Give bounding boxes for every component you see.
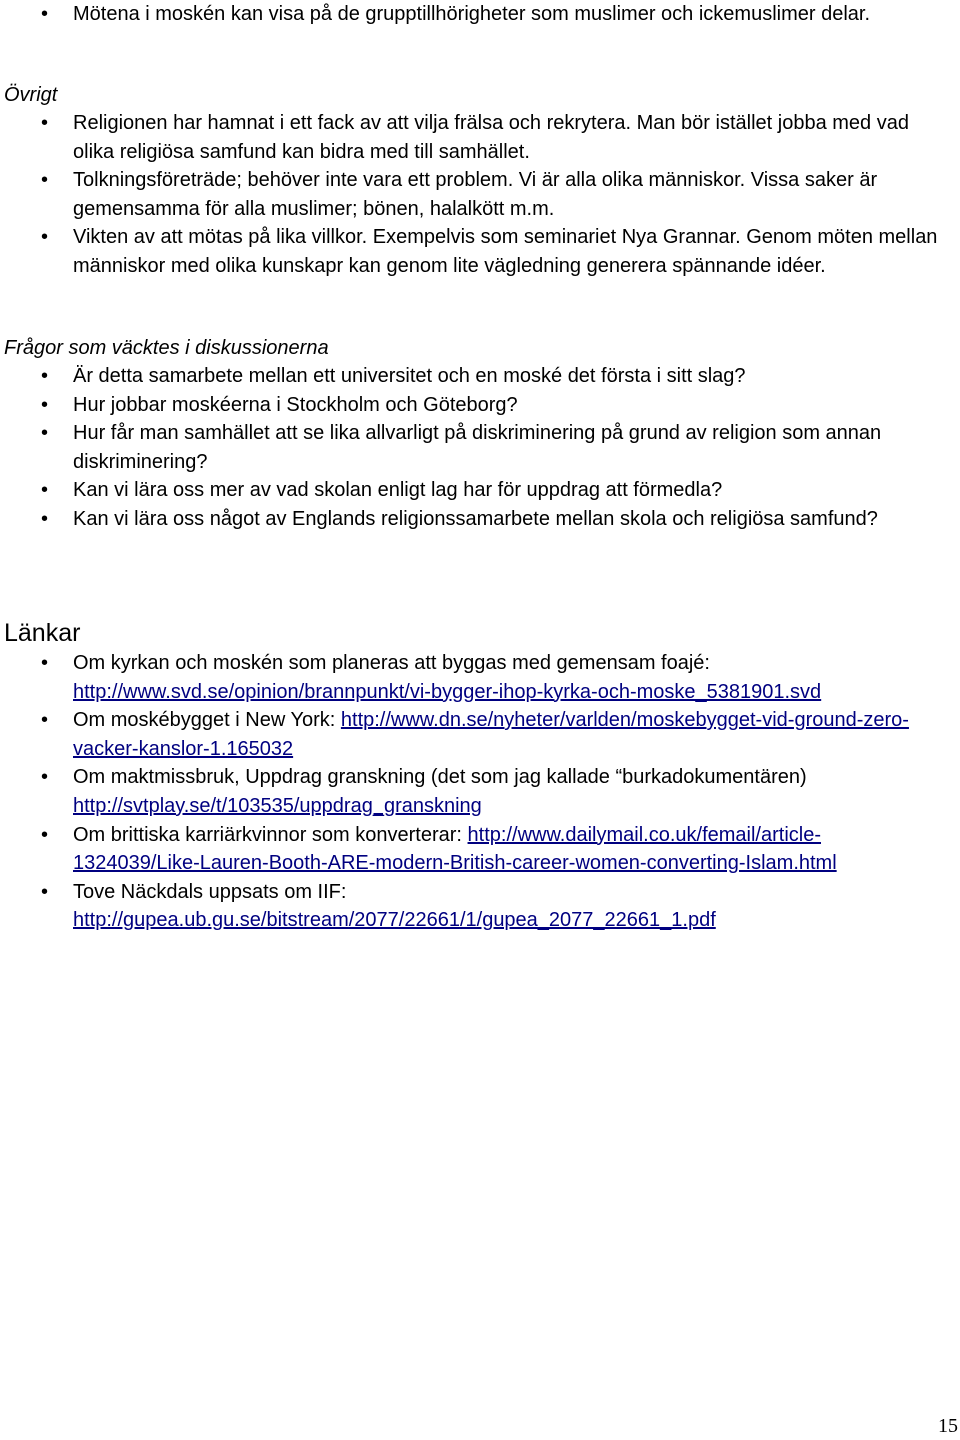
list-item bbox=[0, 763, 960, 820]
list-item bbox=[0, 109, 960, 166]
list-item bbox=[0, 505, 960, 534]
list-item bbox=[0, 878, 960, 935]
list-item bbox=[0, 0, 960, 29]
link-svd[interactable]: http://www.svd.se/opinion/brannpunkt/vi-bygger-ihop-kyrka-och-moske_5381901.svd bbox=[73, 680, 822, 703]
list-item bbox=[0, 649, 960, 706]
list-item bbox=[0, 391, 960, 420]
page-number: 15 bbox=[938, 1415, 958, 1437]
list-item bbox=[0, 706, 960, 763]
bullet-icon: • bbox=[41, 507, 49, 530]
bullet-icon: • bbox=[41, 479, 49, 502]
bullet-icon: • bbox=[41, 823, 49, 846]
link-dailymail[interactable]: http://www.dailymail.co.uk/femail/article-1324039/Like-Lauren-Booth-ARE-modern-British-career-women-converting-Islam.html bbox=[73, 823, 837, 875]
list-item-text: Hur jobbar moskéerna i Stockholm och Göteborg? bbox=[73, 393, 518, 416]
bullet-icon: • bbox=[41, 112, 49, 134]
fragor-list bbox=[0, 362, 960, 534]
lankar-heading: Länkar bbox=[4, 619, 81, 647]
lankar-section bbox=[0, 617, 960, 935]
list-item-text: Hur får man samhället att se lika allvarligt på diskriminering på grund av religion som annan diskriminering? bbox=[73, 422, 882, 473]
list-item-text: Om kyrkan och moskén som planeras att byggas med gemensam foajé: bbox=[73, 652, 710, 674]
bullet-icon: • bbox=[41, 393, 49, 416]
bullet-icon: • bbox=[41, 880, 49, 903]
list-item bbox=[0, 419, 960, 476]
bullet-icon: • bbox=[41, 365, 49, 387]
ovrigt-list bbox=[0, 109, 960, 281]
link-svtplay[interactable]: http://svtplay.se/t/103535/uppdrag_granskning bbox=[73, 794, 482, 817]
list-item-text: Religionen har hamnat i ett fack av att vilja frälsa och rekrytera. Man bör istället jobba med vad olika religiösa samfund kan bidra med till samhället. bbox=[73, 112, 909, 163]
list-item bbox=[0, 166, 960, 223]
list-item-text: Tove Näckdals uppsats om IIF: bbox=[73, 880, 347, 903]
lankar-list bbox=[0, 649, 960, 935]
list-item bbox=[0, 362, 960, 391]
bullet-icon: • bbox=[41, 226, 49, 249]
bullet-icon: • bbox=[41, 709, 49, 732]
link-gupea[interactable]: http://gupea.ub.gu.se/bitstream/2077/22661/1/gupea_2077_22661_1.pdf bbox=[73, 909, 716, 932]
list-item-text: Om maktmissbruk, Uppdrag granskning (det som jag kallade “burkadokumentären) bbox=[73, 766, 807, 789]
list-item bbox=[0, 821, 960, 878]
bullet-icon: • bbox=[41, 3, 49, 25]
bullet-icon: • bbox=[41, 652, 49, 674]
list-item bbox=[0, 223, 960, 280]
list-item-text: Mötena i moskén kan visa på de grupptillhörigheter som muslimer och ickemuslimer delar. bbox=[73, 3, 871, 25]
list-item-text: Kan vi lära oss något av Englands religionssamarbete mellan skola och religiösa samfund? bbox=[73, 507, 878, 530]
link-dn[interactable]: http://www.dn.se/nyheter/varlden/moskebygget-vid-ground-zero-vacker-kanslor-1.165032 bbox=[73, 709, 909, 760]
bullet-icon: • bbox=[41, 766, 49, 789]
intro-section bbox=[0, 0, 960, 29]
list-item bbox=[0, 476, 960, 505]
list-item-text: Vikten av att mötas på lika villkor. Exempelvis som seminariet Nya Grannar. Genom möten mellan människor med olika kunskapr kan genom lite vägledning generera spännande idéer. bbox=[73, 226, 938, 277]
bullet-icon: • bbox=[41, 169, 49, 192]
list-item-text: Om brittiska karriärkvinnor som konverterar: bbox=[73, 823, 468, 846]
fragor-section bbox=[0, 334, 960, 534]
list-item-text: Är detta samarbete mellan ett universitet och en moské det första i sitt slag? bbox=[73, 365, 746, 387]
bullet-icon: • bbox=[41, 422, 49, 445]
list-item-text: Kan vi lära oss mer av vad skolan enligt lag har för uppdrag att förmedla? bbox=[73, 479, 723, 502]
ovrigt-section bbox=[0, 81, 960, 281]
fragor-heading: Frågor som väcktes i diskussionerna bbox=[4, 337, 329, 359]
ovrigt-heading: Övrigt bbox=[4, 84, 58, 106]
list-item-text: Tolkningsföreträde; behöver inte vara ett problem. Vi är alla olika människor. Vissa saker är gemensamma för alla muslimer; bönen, halalkött m.m. bbox=[73, 169, 878, 220]
intro-list bbox=[0, 0, 960, 29]
list-item-text: Om moskébygget i New York: bbox=[73, 709, 341, 732]
